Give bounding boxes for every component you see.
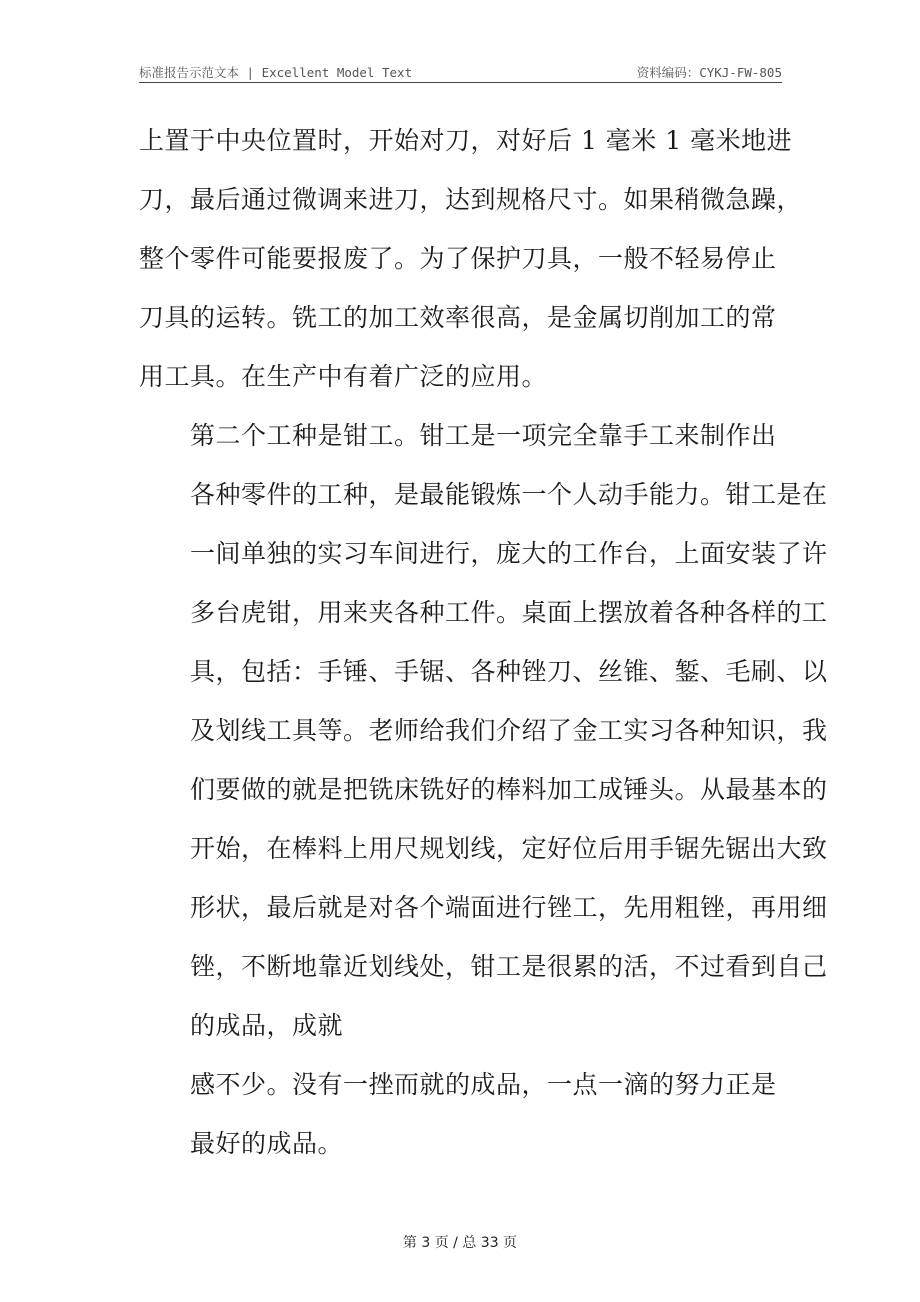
page-number: 第 3 页 / 总 33 页 (402, 1235, 518, 1251)
text-line: 感不少。没有一挫而就的成品，一点一滴的努力正是 (190, 1070, 777, 1099)
page-header (139, 60, 782, 83)
text-line: 及划线工具等。老师给我们介绍了金工实习各种知识，我 (190, 716, 828, 745)
text-line: 整个零件可能要报废了。为了保护刀具，一般不轻易停止 (139, 244, 777, 273)
text-line: 形状，最后就是对各个端面进行锉工，先用粗锉，再用细 (190, 893, 828, 922)
page-footer (0, 1232, 920, 1252)
text-line: 一间单独的实习车间进行，庞大的工作台，上面安装了许 (190, 539, 828, 568)
text-line: 上置于中央位置时，开始对刀，对好后 1 毫米 1 毫米地进 (139, 126, 793, 155)
text-line: 刀具的运转。铣工的加工效率很高，是金属切削加工的常 (139, 303, 777, 332)
paragraph-conclusion (139, 1055, 789, 1173)
text-line: 锉，不断地靠近划线处，钳工是很累的活，不过看到自己 (190, 952, 828, 981)
text-line: 最好的成品。 (190, 1129, 344, 1158)
header-title: 标准报告示范文本 | Excellent Model Text (139, 65, 413, 80)
text-line: 具，包括：手锤、手锯、各种锉刀、丝锥、錾、毛刷、以 (190, 657, 828, 686)
text-line: 各种零件的工种，是最能锻炼一个人动手能力。钳工是在 (190, 480, 828, 509)
text-line: 们要做的就是把铣床铣好的棒料加工成锤头。从最基本的 (190, 775, 828, 804)
text-line: 多台虎钳，用来夹各种工件。桌面上摆放着各种各样的工 (190, 598, 828, 627)
text-line: 刀，最后通过微调来进刀，达到规格尺寸。如果稍微急躁， (139, 185, 803, 214)
paragraph-fitter-work (139, 406, 828, 1055)
document-body (139, 111, 828, 1173)
text-line: 第二个工种是钳工。钳工是一项完全靠手工来制作出 (190, 421, 777, 450)
paragraph-continuation (139, 111, 803, 406)
text-line: 的成品，成就 (190, 1011, 344, 1040)
document-code: 资料编码：CYKJ-FW-805 (636, 65, 782, 80)
text-line: 开始，在棒料上用尺规划线，定好位后用手锯先锯出大致 (190, 834, 828, 863)
text-line: 用工具。在生产中有着广泛的应用。 (139, 362, 548, 391)
